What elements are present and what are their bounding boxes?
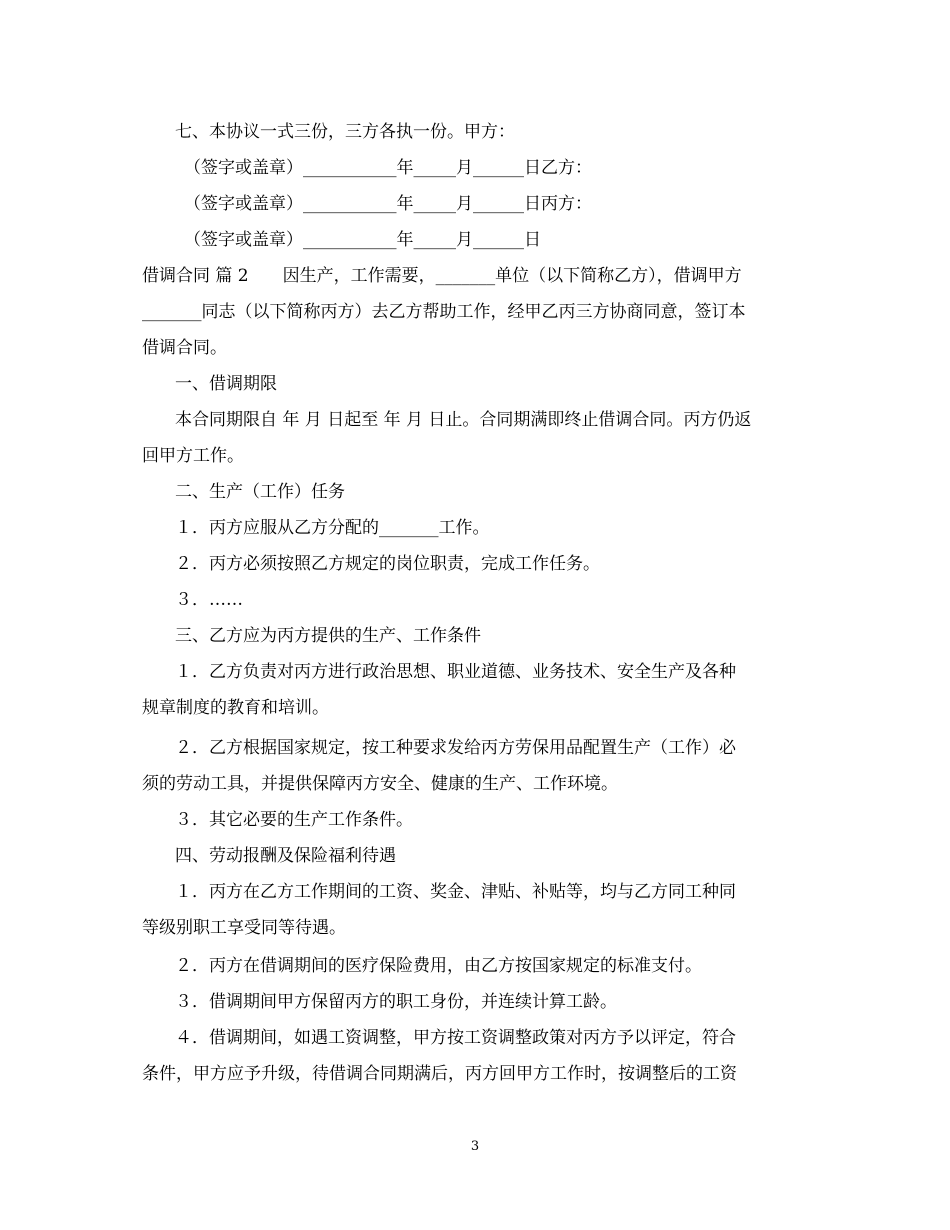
list-item: ３．…… xyxy=(175,590,243,610)
list-item: １．丙方应服从乙方分配的_______工作。 xyxy=(175,518,490,538)
signature-line: （签字或盖章）___________年_____月______日乙方： xyxy=(184,158,592,178)
section-heading: 四、劳动报酬及保险福利待遇 xyxy=(175,846,396,866)
list-item: １．乙方负责对丙方进行政治思想、职业道德、业务技术、安全生产及各种 xyxy=(175,662,736,682)
text-line: 条件，甲方应予升级，待借调合同期满后，丙方回甲方工作时，按调整后的工资 xyxy=(142,1064,737,1084)
text-line: 须的劳动工具，并提供保障丙方安全、健康的生产、工作环境。 xyxy=(142,774,618,794)
text-line: 本合同期限自 年 月 日起至 年 月 日止。合同期满即终止借调合同。丙方仍返 xyxy=(175,410,752,430)
page-number: 3 xyxy=(470,1139,480,1154)
text-line: 规章制度的教育和培训。 xyxy=(142,698,329,718)
text-line: 借调合同。 xyxy=(142,338,227,358)
signature-line: （签字或盖章）___________年_____月______日丙方： xyxy=(184,194,592,214)
signature-line: （签字或盖章）___________年_____月______日 xyxy=(184,230,541,250)
text-line: 七、本协议一式三份，三方各执一份。甲方： xyxy=(175,122,515,142)
list-item: ３．借调期间甲方保留丙方的职工身份，并连续计算工龄。 xyxy=(175,992,617,1012)
text-line: 等级别职工享受同等待遇。 xyxy=(142,918,346,938)
list-item: ２．丙方必须按照乙方规定的岗位职责，完成工作任务。 xyxy=(175,554,600,574)
list-item: ２．乙方根据国家规定，按工种要求发给丙方劳保用品配置生产（工作）必 xyxy=(175,738,736,758)
text-line: _______同志（以下简称丙方）去乙方帮助工作，经甲乙丙三方协商同意，签订本 xyxy=(142,302,746,322)
list-item: １．丙方在乙方工作期间的工资、奖金、津贴、补贴等，均与乙方同工种同 xyxy=(175,882,736,902)
list-item: ３．其它必要的生产工作条件。 xyxy=(175,810,413,830)
list-item: ２．丙方在借调期间的医疗保险费用，由乙方按国家规定的标准支付。 xyxy=(175,956,702,976)
section-heading: 三、乙方应为丙方提供的生产、工作条件 xyxy=(175,626,481,646)
text-line: 回甲方工作。 xyxy=(142,446,244,466)
section-heading: 一、借调期限 xyxy=(175,374,277,394)
section-heading: 二、生产（工作）任务 xyxy=(175,482,345,502)
text-line: 借调合同 篇 2 因生产，工作需要，_______单位（以下简称乙方），借调甲方 xyxy=(142,266,742,286)
list-item: ４．借调期间，如遇工资调整，甲方按工资调整政策对丙方予以评定，符合 xyxy=(175,1028,736,1048)
